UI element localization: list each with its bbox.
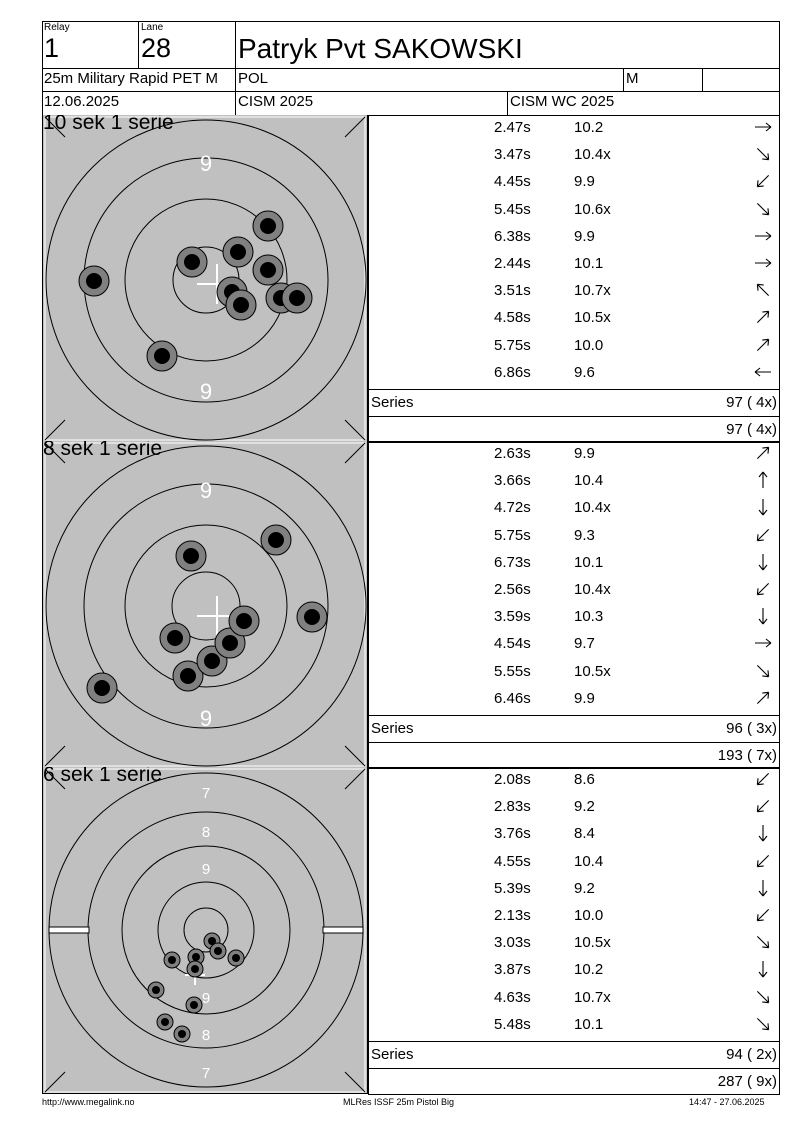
- series-total: 94 ( 2x): [726, 1045, 777, 1063]
- shot-center: [260, 262, 276, 278]
- corner-line: [45, 746, 65, 766]
- shot-row: [369, 224, 779, 251]
- direction-arrow-icon: [753, 362, 773, 382]
- shot-value: 10.0: [574, 336, 604, 354]
- shot-row: [369, 468, 779, 495]
- shot-time: 4.54s: [494, 635, 531, 653]
- direction-arrow-icon: [753, 823, 773, 843]
- shot-center: [191, 965, 199, 973]
- athlete-name: Patryk Pvt SAKOWSKI: [238, 33, 523, 64]
- shot-center: [180, 668, 196, 684]
- shot-row: [369, 767, 779, 794]
- shot-row: [369, 903, 779, 930]
- shot-time: 2.83s: [494, 798, 531, 816]
- direction-arrow-icon: [753, 144, 773, 164]
- corner-line: [45, 1072, 65, 1092]
- event: CISM WC 2025: [510, 93, 615, 110]
- shot-value: 10.6x: [574, 200, 611, 218]
- ring-number-label: 7: [201, 785, 211, 802]
- target-svg: [43, 767, 368, 1094]
- shot-row: [369, 142, 779, 169]
- competition: CISM 2025: [236, 92, 508, 115]
- direction-arrow-icon: [753, 932, 773, 952]
- footer-url[interactable]: http://www.megalink.no: [42, 1097, 135, 1107]
- series-total-row: [369, 1041, 779, 1069]
- shot-time: 5.48s: [494, 1015, 531, 1033]
- shot-value: 10.5x: [574, 662, 611, 680]
- shot-center: [184, 254, 200, 270]
- shot-row: [369, 686, 779, 713]
- gender: M: [624, 69, 703, 91]
- shot-time: 2.13s: [494, 907, 531, 924]
- ring-number-label: 9: [199, 478, 213, 503]
- shot-center: [154, 348, 170, 364]
- shot-row: [369, 957, 779, 984]
- shot-row: [369, 985, 779, 1012]
- direction-arrow-icon: [753, 280, 773, 300]
- shot-row: [369, 821, 779, 848]
- shot-row: [369, 631, 779, 658]
- shot-center: [167, 630, 183, 646]
- lane-cell: [139, 21, 236, 69]
- direction-arrow-icon: [753, 579, 773, 599]
- shot-time: 3.66s: [494, 472, 531, 490]
- direction-arrow-icon: [753, 769, 773, 789]
- shot-value: 9.7: [574, 635, 595, 653]
- series-total: 97 ( 4x): [726, 393, 777, 411]
- direction-arrow-icon: [753, 443, 773, 463]
- corner-line: [345, 769, 365, 789]
- shot-row: [369, 1012, 779, 1039]
- shot-row: [369, 278, 779, 305]
- cumulative-total-row: [369, 742, 779, 770]
- footer-software: MLRes ISSF 25m Pistol Big: [343, 1097, 455, 1107]
- shot-value: 8.4: [574, 825, 595, 843]
- direction-arrow-icon: [753, 959, 773, 979]
- direction-arrow-icon: [753, 878, 773, 898]
- shot-value: 10.1: [574, 553, 604, 571]
- direction-arrow-icon: [753, 987, 773, 1007]
- discipline: 25m Military Rapid PET M: [42, 69, 236, 91]
- corner-line: [345, 746, 365, 766]
- ring-number-label: 9: [199, 151, 213, 176]
- direction-arrow-icon: [753, 1014, 773, 1034]
- shot-time: 6.73s: [494, 553, 531, 571]
- shot-row: [369, 930, 779, 957]
- shot-list: [368, 767, 780, 1095]
- shot-row: [369, 876, 779, 903]
- shot-row: [369, 305, 779, 332]
- shot-time: 4.63s: [494, 988, 531, 1006]
- shot-value: 10.5x: [574, 309, 611, 327]
- shot-center: [214, 947, 222, 955]
- date: 12.06.2025: [42, 92, 236, 115]
- direction-arrow-icon: [753, 606, 773, 626]
- series-title: 10 sek 1 serie: [43, 115, 174, 134]
- direction-arrow-icon: [753, 525, 773, 545]
- direction-arrow-icon: [753, 171, 773, 191]
- shot-center: [183, 548, 199, 564]
- shot-value: 10.7x: [574, 282, 611, 300]
- shot-value: 9.6: [574, 363, 595, 381]
- shot-row: [369, 794, 779, 821]
- shot-time: 6.86s: [494, 363, 531, 381]
- shot-time: 3.51s: [494, 282, 531, 300]
- shot-center: [236, 613, 252, 629]
- shot-value: 9.9: [574, 445, 595, 462]
- target-bar: [49, 927, 89, 933]
- shot-row: [369, 577, 779, 604]
- shot-center: [268, 532, 284, 548]
- shot-value: 10.3: [574, 608, 604, 626]
- lane-value: 28: [141, 33, 172, 63]
- shot-center: [222, 635, 238, 651]
- shot-value: 10.4x: [574, 499, 611, 517]
- shot-time: 4.72s: [494, 499, 531, 517]
- direction-arrow-icon: [753, 199, 773, 219]
- shot-center: [230, 244, 246, 260]
- shot-time: 2.63s: [494, 445, 531, 462]
- shot-value: 10.4x: [574, 146, 611, 164]
- ring-number-label: 7: [201, 1065, 211, 1082]
- shot-row: [369, 495, 779, 522]
- direction-arrow-icon: [753, 905, 773, 925]
- shot-row: [369, 550, 779, 577]
- shot-time: 6.46s: [494, 689, 531, 707]
- shot-value: 10.5x: [574, 934, 611, 952]
- series-title: 8 sek 1 serie: [43, 441, 163, 460]
- series-label: Series: [371, 393, 414, 411]
- shot-time: 5.75s: [494, 526, 531, 544]
- shot-center: [86, 273, 102, 289]
- shot-row: [369, 523, 779, 550]
- shot-center: [168, 956, 176, 964]
- shot-row: [369, 441, 779, 468]
- corner-line: [345, 443, 365, 463]
- cumulative-total: 287 ( 9x): [717, 1072, 777, 1090]
- direction-arrow-icon: [753, 497, 773, 517]
- series-title: 6 sek 1 serie: [43, 767, 163, 786]
- series-total: 96 ( 3x): [726, 719, 777, 737]
- shot-value: 10.4x: [574, 581, 611, 598]
- ring-number-label: 9: [199, 706, 213, 731]
- shot-time: 5.55s: [494, 662, 531, 680]
- ring-number-label: 8: [201, 1027, 211, 1044]
- shot-row: [369, 115, 779, 142]
- corner-line: [345, 420, 365, 440]
- direction-arrow-icon: [753, 796, 773, 816]
- shot-value: 9.9: [574, 689, 595, 707]
- shot-row: [369, 333, 779, 360]
- direction-arrow-icon: [753, 307, 773, 327]
- shot-center: [232, 954, 240, 962]
- shot-center: [190, 1001, 198, 1009]
- shot-time: 4.55s: [494, 852, 531, 870]
- shot-value: 8.6: [574, 771, 595, 788]
- ring-number-label: 9: [201, 990, 211, 1007]
- target-image: [42, 767, 368, 1094]
- shot-time: 6.38s: [494, 227, 531, 245]
- cumulative-total: 193 ( 7x): [717, 746, 777, 764]
- shot-center: [192, 953, 200, 961]
- shot-value: 9.9: [574, 227, 595, 245]
- direction-arrow-icon: [753, 688, 773, 708]
- shot-center: [152, 986, 160, 994]
- shot-time: 2.08s: [494, 771, 531, 788]
- direction-arrow-icon: [753, 552, 773, 572]
- target-image: [42, 115, 368, 442]
- series-label: Series: [371, 1045, 414, 1063]
- direction-arrow-icon: [753, 117, 773, 137]
- direction-arrow-icon: [753, 335, 773, 355]
- target-ring: [84, 158, 328, 402]
- corner-line: [345, 1072, 365, 1092]
- shot-value: 10.1: [574, 1015, 604, 1033]
- shot-value: 9.2: [574, 879, 595, 897]
- shot-center: [94, 680, 110, 696]
- direction-arrow-icon: [753, 661, 773, 681]
- shot-time: 3.87s: [494, 961, 531, 979]
- header-extra: [703, 69, 780, 91]
- series-label: Series: [371, 719, 414, 737]
- target-svg: [43, 115, 368, 442]
- shot-value: 10.4: [574, 852, 604, 870]
- relay-label: Relay: [44, 22, 70, 33]
- shot-time: 5.39s: [494, 879, 531, 897]
- shot-time: 5.75s: [494, 336, 531, 354]
- direction-arrow-icon: [753, 470, 773, 490]
- shot-time: 3.59s: [494, 608, 531, 626]
- target-image: [42, 441, 368, 768]
- cumulative-total-row: [369, 1068, 779, 1096]
- direction-arrow-icon: [753, 226, 773, 246]
- shot-center: [304, 609, 320, 625]
- shot-time: 3.03s: [494, 934, 531, 952]
- shot-value: 9.2: [574, 798, 595, 816]
- shot-row: [369, 360, 779, 387]
- target-ring: [84, 484, 328, 728]
- shot-list: [368, 441, 780, 769]
- target-svg: [43, 441, 368, 768]
- cumulative-total-row: [369, 416, 779, 444]
- shot-center: [289, 290, 305, 306]
- shot-center: [204, 653, 220, 669]
- direction-arrow-icon: [753, 633, 773, 653]
- shot-center: [260, 218, 276, 234]
- shot-value: 10.4: [574, 472, 604, 490]
- footer-timestamp: 14:47 - 27.06.2025: [689, 1097, 765, 1107]
- target-ring: [88, 812, 324, 1048]
- relay-value: 1: [44, 33, 60, 63]
- athlete-cell: [236, 21, 780, 69]
- direction-arrow-icon: [753, 851, 773, 871]
- series-total-row: [369, 389, 779, 417]
- ring-number-label: 8: [201, 824, 211, 841]
- shot-value: 9.9: [574, 173, 595, 191]
- ring-number-label: 9: [201, 861, 211, 878]
- series-total-row: [369, 715, 779, 743]
- shot-time: 3.76s: [494, 825, 531, 843]
- shot-row: [369, 251, 779, 278]
- shot-value: 10.7x: [574, 988, 611, 1006]
- shot-row: [369, 169, 779, 196]
- shot-row: [369, 197, 779, 224]
- shot-time: 4.58s: [494, 309, 531, 327]
- shot-value: 10.2: [574, 119, 604, 136]
- shot-list: [368, 115, 780, 443]
- shot-row: [369, 604, 779, 631]
- corner-line: [345, 117, 365, 137]
- shot-value: 10.1: [574, 255, 604, 272]
- shot-time: 3.47s: [494, 146, 531, 164]
- shot-time: 2.44s: [494, 255, 531, 272]
- shot-value: 9.3: [574, 526, 595, 544]
- shot-value: 10.0: [574, 907, 604, 924]
- shot-center: [161, 1018, 169, 1026]
- shot-center: [178, 1030, 186, 1038]
- ring-number-label: 9: [199, 379, 213, 404]
- lane-label: Lane: [141, 22, 164, 33]
- shot-time: 4.45s: [494, 173, 531, 191]
- direction-arrow-icon: [753, 253, 773, 273]
- shot-row: [369, 659, 779, 686]
- relay-cell: [42, 21, 139, 69]
- corner-line: [45, 420, 65, 440]
- shot-time: 2.56s: [494, 581, 531, 598]
- nation: POL: [236, 69, 624, 91]
- shot-time: 2.47s: [494, 119, 531, 136]
- target-bar: [323, 927, 363, 933]
- shot-row: [369, 849, 779, 876]
- shot-value: 10.2: [574, 961, 604, 979]
- shot-time: 5.45s: [494, 200, 531, 218]
- shot-center: [233, 297, 249, 313]
- cumulative-total: 97 ( 4x): [726, 420, 777, 438]
